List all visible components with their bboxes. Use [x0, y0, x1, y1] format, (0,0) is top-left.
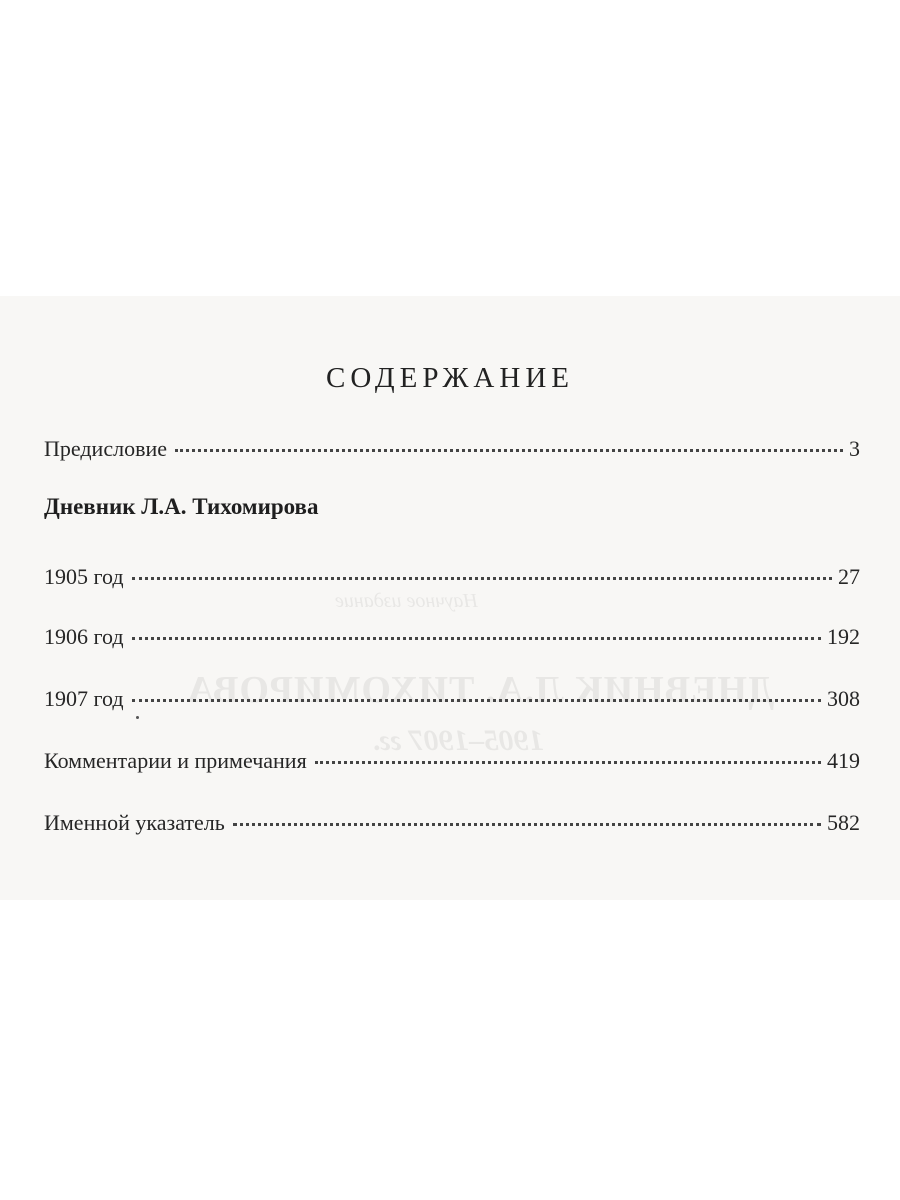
dot-leader [315, 761, 821, 764]
dot-leader [132, 577, 832, 580]
toc-heading: СОДЕРЖАНИЕ [326, 362, 574, 394]
toc-entry-page: 419 [827, 748, 860, 773]
paper-speck [136, 716, 139, 719]
toc-entry-label: Именной указатель [44, 810, 225, 835]
toc-entry-label: Предисловие [44, 436, 167, 461]
toc-entry-page: 27 [838, 564, 860, 589]
dot-leader [132, 637, 821, 640]
bleed-through-title: ДНЕВНИК Л.А. ТИХОМИРОВА [186, 669, 775, 711]
toc-entry-page: 582 [827, 810, 860, 835]
toc-entry-page: 308 [827, 686, 860, 711]
toc-entry-label: 1905 год [44, 564, 124, 589]
dot-leader [132, 699, 821, 702]
bleed-through-subtitle: Научное издание [335, 590, 478, 612]
toc-entry-preface[interactable] [44, 436, 860, 462]
toc-entry-name-index[interactable] [44, 810, 860, 836]
toc-entry-page: 192 [827, 624, 860, 649]
section-title: Дневник Л.А. Тихомирова [44, 494, 319, 519]
toc-entry-commentary[interactable] [44, 748, 860, 774]
dot-leader [233, 823, 821, 826]
toc-entry-label: 1907 год [44, 686, 124, 711]
toc-entry-1906[interactable] [44, 624, 860, 650]
dot-leader [175, 449, 843, 452]
toc-entry-1907[interactable] [44, 686, 860, 712]
toc-entry-1905[interactable] [44, 564, 860, 590]
toc-entry-page: 3 [849, 436, 860, 461]
toc-entry-label: Комментарии и примечания [44, 748, 307, 773]
toc-entry-label: 1906 год [44, 624, 124, 649]
bleed-through-years: 1905–1907 гг. [372, 724, 544, 757]
